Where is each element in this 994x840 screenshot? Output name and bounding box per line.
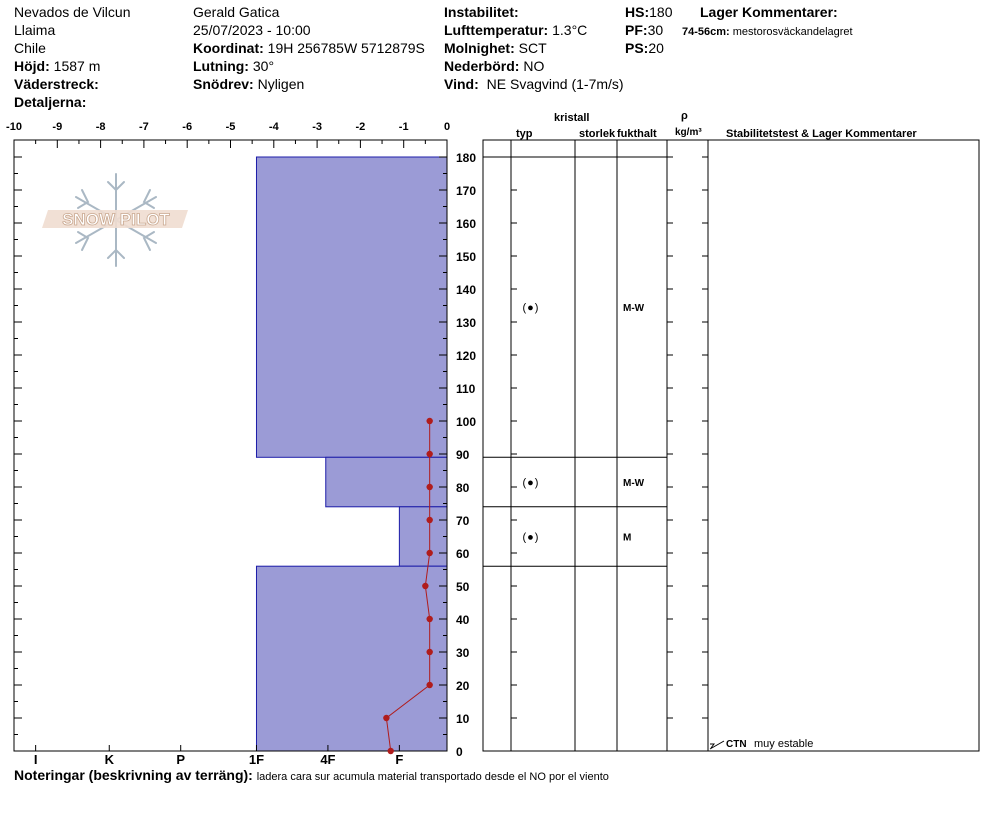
hardness-layer-bar (326, 457, 447, 507)
wind-value: NE Svagvind (1-7m/s) (486, 76, 624, 92)
temperature-tick-label: -1 (398, 121, 409, 133)
wind-row (444, 76, 624, 92)
height-tick-label: 10 (456, 712, 470, 726)
temperature-tick-label: -4 (268, 121, 279, 133)
sky-row (444, 40, 547, 56)
ps-label: PS: (625, 40, 649, 56)
temperature-point (426, 682, 432, 688)
height-tick-label: 120 (456, 349, 477, 363)
hardness-label: 4F (320, 752, 336, 767)
hs-label: HS: (625, 4, 650, 20)
hardness-layer-bar (399, 507, 447, 566)
height-tick-label: 110 (456, 382, 476, 396)
temperature-point (426, 451, 432, 457)
stability-arrow-head (710, 744, 714, 748)
elevation-row (14, 58, 100, 74)
temperature-tick-label: -3 (312, 121, 322, 133)
hardness-label: F (395, 752, 404, 767)
notes-row (14, 767, 609, 785)
aspect-row (14, 76, 99, 92)
height-tick-label: 90 (456, 448, 470, 462)
crystal-type-symbol: (●) (522, 477, 540, 490)
stability-header: Stabilitetstest & Lager Kommentarer (726, 128, 917, 140)
height-tick-label: 70 (456, 514, 470, 528)
temperature-point (426, 649, 432, 655)
temperature-point (388, 748, 394, 754)
moisture-header: fukthalt (617, 128, 657, 140)
pf-label: PF: (625, 22, 648, 38)
sky-label: Molnighet: (444, 40, 515, 56)
height-tick-label: 20 (456, 679, 470, 693)
crystal-header: kristall (554, 112, 590, 124)
logo-text: SNOW PILOT (62, 210, 170, 229)
location-name: Nevados de Vilcun (14, 4, 131, 20)
precip-label: Nederbörd: (444, 58, 520, 74)
layer-comment-text: mestorosväckandelagret (732, 26, 853, 38)
temperature-tick-label: -10 (6, 121, 22, 133)
layer-comments-label: Lager Kommentarer: (700, 4, 838, 20)
airtemp-row (444, 22, 587, 38)
coordinate-value: 19H 256785W 5712879S (267, 40, 425, 56)
pf-value: 30 (647, 22, 664, 38)
drift-label: Snödrev: (193, 76, 254, 92)
moisture-value: M-W (623, 478, 645, 490)
layer-table-frame (483, 140, 979, 751)
height-tick-label: 80 (456, 481, 470, 495)
details-row (14, 94, 86, 110)
coordinate-label: Koordinat: (193, 40, 264, 56)
height-tick-label: 30 (456, 646, 470, 660)
height-tick-label: 130 (456, 316, 477, 330)
temperature-tick-label: -8 (95, 121, 106, 133)
notes-text: ladera cara sur acumula material transportado desde el NO por el viento (256, 771, 609, 783)
layer-comment-row (682, 24, 853, 40)
ps-value: 20 (648, 40, 664, 56)
elevation-label: Höjd: (14, 58, 50, 74)
temperature-point (422, 583, 428, 589)
temperature-tick-label: -6 (182, 121, 193, 133)
temperature-tick-label: -7 (139, 121, 149, 133)
hardness-label: K (104, 752, 114, 767)
temperature-tick-label: 0 (443, 121, 451, 133)
height-tick-label: 0 (456, 745, 463, 759)
temperature-tick-label: -9 (52, 121, 63, 133)
sky-value: SCT (518, 40, 547, 56)
layer-table (483, 140, 979, 751)
observation-datetime: 25/07/2023 - 10:00 (193, 22, 311, 38)
density-unit-header: kg/m³ (675, 127, 702, 138)
aspect-label: Väderstreck: (14, 76, 99, 92)
temperature-line (386, 421, 429, 751)
slope-row (193, 58, 274, 74)
temperature-point (426, 484, 432, 490)
hardness-label: P (176, 752, 186, 767)
precip-row (444, 58, 544, 74)
slope-label: Lutning: (193, 58, 249, 74)
rho-header: ρ (681, 110, 688, 122)
temperature-tick-label: -5 (225, 121, 236, 133)
pf-row (625, 22, 663, 38)
crystal-type-symbol: (●) (522, 531, 540, 544)
ps-row (625, 40, 664, 56)
wind-label: Vind: (444, 76, 479, 92)
stability-test-code: CTN (726, 739, 747, 750)
height-tick-label: 150 (456, 250, 477, 264)
country-name: Chile (14, 40, 46, 56)
area-name: Llaima (14, 22, 56, 38)
stability-test-result: muy estable (754, 738, 814, 750)
crystal-type-symbol: (●) (522, 302, 540, 315)
snowpilot-logo (38, 170, 194, 270)
slope-value: 30° (252, 58, 275, 74)
instability-label: Instabilitet: (444, 4, 519, 20)
height-tick-label: 180 (456, 151, 477, 165)
height-tick-label: 60 (456, 547, 470, 561)
hardness-label: I (33, 752, 38, 767)
height-tick-label: 100 (456, 415, 477, 429)
elevation-value: 1587 m (53, 58, 101, 74)
observer-name: Gerald Gatica (193, 4, 280, 20)
temperature-point (426, 517, 432, 523)
stability-arrow-line (710, 741, 724, 749)
height-tick-label: 50 (456, 580, 470, 594)
height-tick-label: 40 (456, 613, 470, 627)
temperature-point (383, 715, 389, 721)
hs-row (625, 4, 672, 20)
hardness-layers (256, 157, 447, 751)
size-header: storlek (579, 128, 616, 140)
temperature-point (426, 418, 432, 424)
moisture-value: M-W (623, 303, 645, 315)
layer-comment-range: 74-56cm: (682, 26, 730, 38)
height-tick-label: 160 (456, 217, 477, 231)
height-tick-label: 170 (456, 184, 477, 198)
type-header: typ (516, 128, 533, 140)
coordinate-row (193, 40, 425, 56)
details-label: Detaljerna: (14, 94, 87, 110)
height-tick-label: 140 (456, 283, 477, 297)
precip-value: NO (523, 58, 545, 74)
temperature-point (426, 550, 432, 556)
notes-label: Noteringar (beskrivning av terräng): (14, 767, 253, 783)
hardness-layer-bar (256, 566, 447, 751)
hardness-label: 1F (248, 752, 265, 767)
hs-value: 180 (649, 4, 673, 20)
instability-row (444, 4, 519, 20)
drift-row (193, 76, 304, 92)
moisture-value: M (623, 532, 632, 544)
temperature-profile (383, 418, 433, 754)
hardness-layer-bar (256, 157, 447, 457)
airtemp-label: Lufttemperatur: (444, 22, 549, 38)
drift-value: Nyligen (257, 76, 305, 92)
airtemp-value: 1.3°C (552, 22, 588, 38)
temperature-point (426, 616, 432, 622)
temperature-tick-label: -2 (355, 121, 366, 133)
